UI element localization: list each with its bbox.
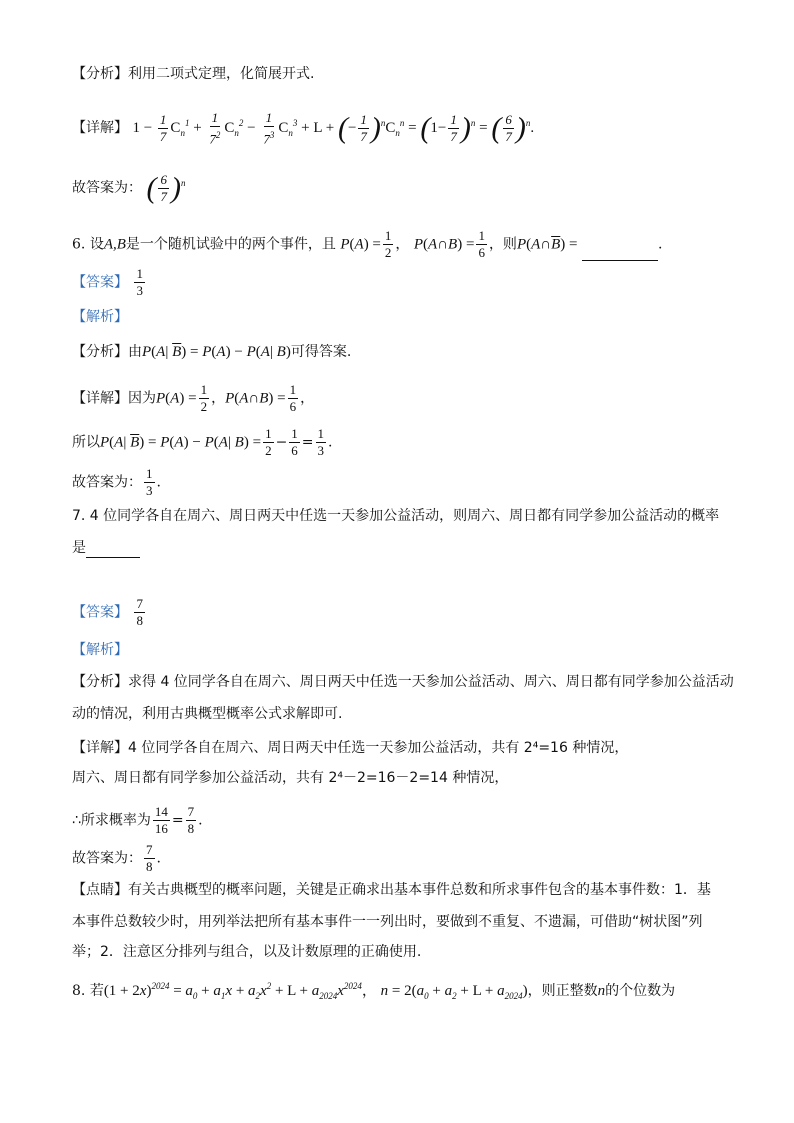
- final-lead: 故答案为：: [72, 850, 142, 867]
- detail-text: 因为: [128, 390, 156, 407]
- analysis-line-q7-2: 动的情况，利用古典概型概率公式求解即可.: [72, 706, 343, 722]
- stem-text: 是: [72, 540, 86, 556]
- question-6-stem: 6. 设A,B是一个随机试验中的两个事件，且 P(A) = $\frac{1}{2}$ ， P(A∩B) = $\frac{1}{6}$ ，则$P(A\cap\overline{B})$ = .: [72, 228, 663, 260]
- tag-detail: 【详解】: [72, 120, 128, 137]
- tag-explanation: 【解析】: [72, 309, 128, 325]
- comment-line-q7-2: 本事件总数较少时，用列举法把所有基本事件一一列出时，要做到不重复、不遗漏，可借助“树状图”列: [72, 914, 703, 930]
- stem-text: 若: [89, 983, 104, 999]
- tag-analysis: 【分析】: [72, 674, 128, 690]
- stem-text: 的个位数为: [605, 983, 676, 999]
- comment-line-q7: [72, 880, 711, 900]
- question-8-stem: 8. 若$(1 + 2x)^{2024} = a_0 + a_1x + a_2x^2 + L + a_{2024}x^{2024}$， $n = 2(a_0 + a_2 + L + a_{2024})$，则正整数n的个位数为: [72, 981, 676, 1001]
- tag-analysis: 【分析】: [72, 344, 128, 360]
- denominator: 8: [136, 613, 143, 628]
- answer-line-q6: [72, 266, 147, 299]
- analysis-text: 求得 4 位同学各自在周六、周日两天中任选一天参加公益活动、周六、周日都有同学参加公益活动: [128, 674, 734, 690]
- detail-line-q5: [72, 110, 534, 147]
- final-answer-q7: 故答案为： $\frac{7}{8}$ .: [72, 842, 161, 874]
- question-number: 6.: [72, 236, 86, 253]
- tag-analysis: 【分析】: [72, 66, 128, 82]
- analysis-text: 由: [128, 344, 142, 360]
- stem-text: ，则: [488, 236, 517, 253]
- tag-comment: 【点睛】: [72, 882, 128, 898]
- denominator: 3: [136, 283, 143, 298]
- answer-blank: [582, 246, 658, 261]
- analysis-line-q7: [72, 672, 734, 692]
- numerator: 7: [136, 596, 143, 611]
- answer-lead: 故答案为：: [72, 179, 142, 196]
- tag-detail: 【详解】: [72, 740, 128, 756]
- tag-explanation: 【解析】: [72, 642, 128, 658]
- question-7-stem: 7. 4 位同学各自在周六、周日两天中任选一天参加公益活动，则周六、周日都有同学参加公益活动的概率: [72, 508, 720, 524]
- analysis-line-q5: [72, 64, 314, 84]
- analysis-text: 利用二项式定理，化简展开式.: [128, 66, 315, 82]
- comment-line-q7-3: 举；2．注意区分排列与组合，以及计数原理的正确使用.: [72, 944, 422, 960]
- detail-line-q7: [72, 738, 628, 758]
- answer-expression: ( $\frac{6}{7}$ )$^n$: [146, 171, 186, 205]
- question-7-stem-2: [72, 538, 140, 558]
- final-answer-q6: 故答案为： $\frac{1}{3}$ .: [72, 466, 161, 498]
- answer-blank: [86, 543, 140, 558]
- analysis-line-q6: 【分析】由P(A| $\overline{B}) = P(A) - P(A|$ B)可得答案.: [72, 344, 352, 360]
- answer-line-q7: [72, 596, 147, 629]
- answer-fraction: [134, 596, 145, 629]
- numerator: 1: [136, 266, 143, 281]
- tag-answer: 【答案】: [72, 274, 128, 291]
- detail-text: 所以: [72, 434, 100, 451]
- answer-fraction: [134, 266, 145, 299]
- binomial-expansion: 1 − $\frac{1}{7}$ $C_n^1$ + $\frac{1}{7^2}$ $C_n^2$ − $\frac{1}{7^3}$ $C_n^3 + L$ + (− $\frac{1}{7}$ )$^nC_n^n = (1-$ $\frac{1}{7}$ )$^n$ = ( $\frac{6}{7}$ )$^n$.: [132, 110, 535, 147]
- detail-line-q6: 【详解】因为P(A) = $\frac{1}{2}$ ，P(A∩B) = $\frac{1}{6}$ ，: [72, 382, 315, 414]
- tag-detail: 【详解】: [72, 390, 128, 407]
- answer-line-q5: [72, 172, 185, 205]
- detail-text: 4 位同学各自在周六、周日两天中任选一天参加公益活动，共有 2⁴=16 种情况，: [128, 740, 629, 756]
- tag-answer: 【答案】: [72, 604, 128, 621]
- analysis-text: 可得答案.: [290, 344, 352, 360]
- detail-line-q6-2: 所以P(A| $\overline{B}) = P(A) - P(A|$ B) = $\frac{1}{2}$ − $\frac{1}{6}$ = $\frac{1}{3}$ .: [72, 426, 333, 458]
- detail-line-q7-2: 周六、周日都有同学参加公益活动，共有 2⁴－2=16－2=14 种情况，: [72, 770, 509, 786]
- stem-text: 设: [89, 236, 104, 253]
- final-lead: 故答案为：: [72, 474, 142, 491]
- detail-line-q7-3: ∴所求概率为 $\frac{14}{16}$ = $\frac{7}{8}$ .: [72, 804, 203, 836]
- stem-text: ，则正整数: [527, 983, 598, 999]
- stem-text: 是一个随机试验中的两个事件，且: [125, 236, 336, 253]
- jiexi-line-q7: [72, 640, 128, 660]
- jiexi-line-q6: [72, 307, 128, 327]
- comment-text: 有关古典概型的概率问题，关键是正确求出基本事件总数和所求事件包含的基本事件数：1．基: [128, 882, 711, 898]
- detail-text: ∴所求概率为: [72, 812, 151, 829]
- question-number: 8.: [72, 983, 86, 999]
